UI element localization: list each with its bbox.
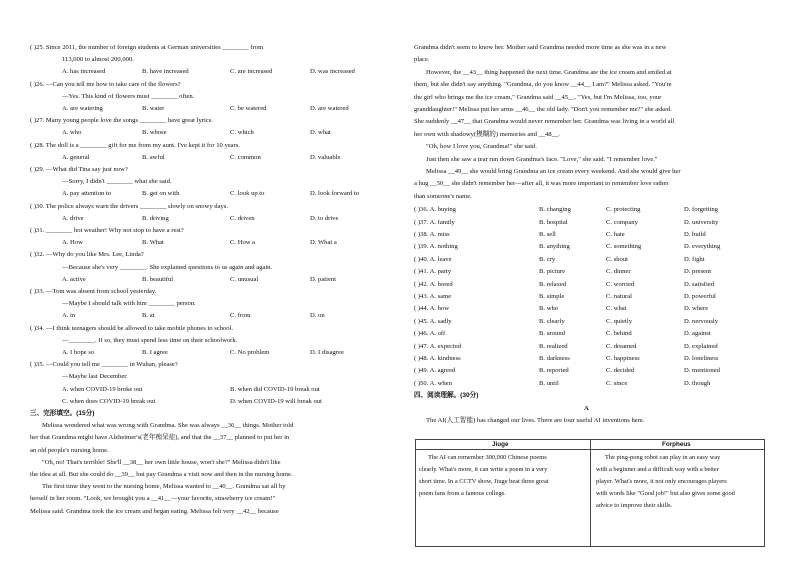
choice-option: ( )50. A. when [414,379,452,387]
ai-inventions-table [415,439,765,547]
cloze-paragraph-line: Grandma didn't seem to know her. Mother said Grandma needed more time as she was in a new [414,44,667,51]
choice-option: C. dinner [606,268,631,276]
choice-option: ( )45. A. sadly [414,317,452,325]
choice-option: B. until [539,379,559,387]
q25-option: D. was increased [310,68,355,76]
choice-option: ( )47. A. expected [414,342,462,350]
passage-label: A [584,404,589,412]
choice-option: C. company [606,218,638,226]
q29-option: B. get on with [142,190,180,198]
choice-option: ( )36. A. buying [414,206,456,214]
choice-option: B. who [539,305,559,313]
choice-option: C. decided [606,367,635,375]
passage-intro: The AI(人工智能) has changed our lives. There are four useful AI inventions here. [426,417,645,424]
choice-option: D. against [684,330,711,338]
q25-option: A. has increased [62,68,106,76]
choice-option: B. changing [539,206,571,214]
choice-option: C. hate [606,231,625,238]
cloze-paragraph-line: a hug __50__ she didn't remember her—after all, it was more important to remember love rather [414,180,669,188]
choice-option: D. university [684,218,719,226]
cloze-paragraph-line: the idea at all. But she could do __39__ but pay Grandma a visit now and then in the nursing home. [30,471,293,478]
choice-option: D. loneliness [684,355,719,362]
q26-option: B. water [142,105,165,112]
choice-option: ( )38. A. miss [414,231,450,238]
choice-option: C. natural [606,293,633,300]
q33-option: B. at [142,312,155,320]
section-reading-heading: 四、阅读理解。(30分) [414,392,479,400]
q25-stem2: 113,000 to almost 200,000. [62,56,134,64]
q35-option: D. when COVID-19 will break out [230,397,322,405]
choice-option: C. shout [606,255,628,263]
choice-option: B. reported [539,367,569,375]
section-cloze-heading: 三、完形填空。(15分) [30,410,95,417]
q27-option: A. who [62,129,82,137]
q31-option: A. How [62,239,83,247]
q27-option: B. whose [142,129,167,137]
q35-option: A. when COVID-19 broke out [62,385,143,393]
cloze-paragraph-line: herself in her room. "Look, we brought you a __41__—your favorite, strawberry ice cream!" [30,495,276,503]
q29-stem2: —Sorry, I didn't ________ what she said. [62,178,172,186]
cloze-paragraph-line: her own with shadowy(模糊的) memories and __48__. [414,130,560,138]
q32-stem2: —Because she's very ________. She explained questions to us again and again. [62,263,273,271]
choice-option: B. relaxed [539,280,567,288]
cloze-paragraph-line: She suddenly __47__ that Grandma would never remember her. Grandma was living in a world all [414,118,675,126]
choice-option: B. cry [539,255,556,263]
forpheus-line: advice to improve their skills. [596,502,673,509]
choice-option: ( )39. A. nothing [414,243,458,251]
cloze-paragraph-line: an old people's nursing home. [30,446,109,454]
jiuge-line: poem fans from a famous college. [419,490,506,497]
choice-option: D. where [684,305,709,313]
q34-option: D. I disagree [310,349,344,356]
forpheus-line: with a beginner and a difficult way with a better [596,466,719,473]
q35-option: B. when did COVID-19 break out [230,385,320,393]
choice-option: ( )40. A. leave [414,255,452,263]
q29-option: D. look forward to [310,190,360,198]
q34-option: B. I agree [142,349,168,356]
choice-option: B. anything [539,243,570,251]
q26-option: D. are watered [310,105,349,112]
q32-option: C. unusual [230,275,259,283]
choice-option: C. behind [606,330,632,338]
q25-option: B. have increased [142,68,189,76]
cloze-paragraph-line: Melissa wondered what was wrong with Grandma. She was always __36__ things. Mother told [42,422,294,430]
q30-option: B. driving [142,214,169,222]
jiuge-line: The AI can remember 300,000 Chinese poems [428,454,547,461]
q28-option: D. valuable [310,153,341,161]
choice-option: ( )49. A. agreed [414,367,456,375]
choice-option: C. happiness [606,355,640,362]
q34-stem: ( )34. —I think teenagers should be allowed to take mobile phones to school. [30,324,234,332]
q32-stem: ( )32. —Why do you like Mrs. Lee, Linda? [30,251,144,259]
forpheus-title: Forpheus [662,441,691,448]
choice-option: C. worried [606,280,635,288]
choice-option: ( )43. A. same [414,293,452,300]
cloze-paragraph-line: Melissa said. Grandma took the ice cream and began eating. Melissa felt very __42__ because [30,507,279,515]
choice-option: D. powerful [684,293,716,300]
cloze-paragraph-line: "Oh, no! That's terrible! She'll __38__ her own little house, won't she?" Melissa didn't like [42,458,281,466]
jiuge-title: Jiuge [492,441,509,448]
choice-option: C. quietly [606,317,633,325]
q25-stem: ( )25. Since 2011, the number of foreign students at German universities ________ from [30,44,264,51]
q33-option: D. on [310,312,325,320]
table-header-rule [416,449,764,450]
choice-option: C. since [606,379,628,387]
choice-option: ( )48. A. kindness [414,355,461,362]
forpheus-line: player. What's more, it not only encourages players [596,478,727,485]
choice-option: B. realized [539,342,568,350]
choice-option: D. forgetting [684,206,718,214]
choice-option: D. build [684,231,706,238]
q35-stem2: —Maybe last December. [62,373,128,381]
choice-option: B. picture [539,268,566,276]
choice-option: B. simple [539,293,565,300]
q29-option: A. pay attention to [62,190,112,198]
q26-option: C. be watered [230,105,267,112]
choice-option: B. sell [539,231,556,238]
q29-option: C. look up to [230,190,265,198]
q31-option: B. What [142,239,164,247]
cloze-paragraph-line: granddaughter!" Melissa put her arms __46__ the old lady. "Don't you remember me?" she asked. [414,106,672,113]
q32-option: B. beautiful [142,275,174,283]
choice-option: D. mentioned [684,367,720,375]
choice-option: C. what [606,305,627,313]
choice-option: B. clearly [539,317,565,325]
cloze-paragraph-line: However, the __43__ thing happened the next time. Grandma ate the ice cream and smiled at [426,68,672,76]
cloze-paragraph-line: her that Grandma might have Alzheimer's(老年痴呆症), and that the __37__ planned to put her in [30,434,290,442]
q26-stem2: —Yes. This kind of flowers must ________ often. [62,92,195,100]
cloze-paragraph-line: The first time they went to the nursing home, Melissa wanted to __40__. Grandma sat all by [42,483,286,491]
cloze-paragraph-line: them, but she didn't say anything. "Grandma, do you know __44__ I am?" Melissa asked. "You're [414,81,672,89]
q32-option: D. patient [310,275,337,283]
q26-stem: ( )26. —Can you tell me how to take care of the flowers? [30,80,181,88]
jiuge-line: clearly. What's more, it can write a poem in a very [419,466,548,473]
q31-stem: ( )31. ________ hot weather! Why not stop to have a rest? [30,227,184,234]
choice-option: B. darkness [539,355,570,362]
q30-stem: ( )30. The police always warn the drivers ________ slowly on snowy days. [30,202,229,210]
choice-option: B. hospital [539,218,568,226]
cloze-paragraph-line: "Oh, how I love you, Grandma!" she said. [426,143,537,151]
q26-option: A. are watering [62,105,103,112]
choice-option: C. dreamed [606,342,637,350]
q34-option: C. No problem [230,349,270,356]
q25-option: C. are increased [230,68,273,76]
choice-option: D. everything [684,243,721,251]
q28-option: C. common [230,153,261,161]
choice-option: D. though [684,379,711,387]
q28-option: B. awful [142,153,165,161]
q29-stem: ( )29. —What did Tina say just now? [30,166,128,173]
choice-option: ( )42. A. bored [414,280,453,288]
choice-option: D. explained [684,342,718,350]
q34-stem2: —________. If so, they must spend less time on their schoolwork. [62,336,238,344]
q30-option: A. drive [62,214,84,222]
forpheus-line: with words like "Good job!" but also gives some good [596,490,735,497]
choice-option: B. around [539,330,566,338]
q28-option: A. general [62,153,90,161]
q35-option: C. when does COVID-19 break out [62,397,156,405]
cloze-paragraph-line: Melissa __49__ she would bring Grandma an ice cream every weekend. And she would give her [426,168,681,175]
q34-option: A. I hope so [62,349,95,356]
choice-option: ( )46. A. off [414,330,446,338]
q28-stem: ( )28. The doll is a ________ gift for me from my aunt. I've kept it for 10 years. [30,141,241,149]
choice-option: D. fight [684,255,705,263]
choice-option: D. nervously [684,317,719,325]
choice-option: ( )37. A. family [414,218,455,226]
cloze-paragraph-line: than someone's name. [414,192,472,200]
q27-option: D. what [310,129,331,137]
q27-option: C. which [230,129,254,137]
q31-option: C. How a [230,239,256,247]
q31-option: D. What a [310,239,337,247]
choice-option: C. protecting [606,206,641,214]
q27-stem: ( )27. Many young people love the songs ________ have great lyrics. [30,117,213,125]
table-divider [590,440,591,546]
q33-option: C. from [230,312,251,320]
choice-option: C. something [606,243,642,251]
q35-stem: ( )35. —Could you tell me ________ in Wuhan, please? [30,361,178,369]
cloze-paragraph-line: the girl who brings me the ice cream," Grandma said __45__. "Yes, but I'm Melissa, too, your [414,93,662,101]
q33-option: A. in [62,312,76,320]
choice-option: D. present [684,268,712,276]
cloze-paragraph-line: place. [414,56,430,64]
choice-option: ( )41. A. party [414,268,452,276]
q33-stem2: —Maybe I should talk with him ________ person. [62,300,196,308]
choice-option: D. satisfied [684,280,715,288]
jiuge-line: short time. In a CCTV show, Jiuge beat three great [419,478,549,485]
q30-option: D. to drive [310,214,339,222]
q32-option: A. active [62,275,86,283]
forpheus-line: The ping-pong robot can play in an easy way [605,454,721,461]
q30-option: C. driven [230,214,255,222]
q33-stem: ( )33. —Tom was absent from school yesterday. [30,288,157,295]
cloze-paragraph-line: Just then she saw a tear run down Grandma's face. "Love," she said. "I remember love." [426,155,658,163]
choice-option: ( )44. A. how [414,305,449,313]
